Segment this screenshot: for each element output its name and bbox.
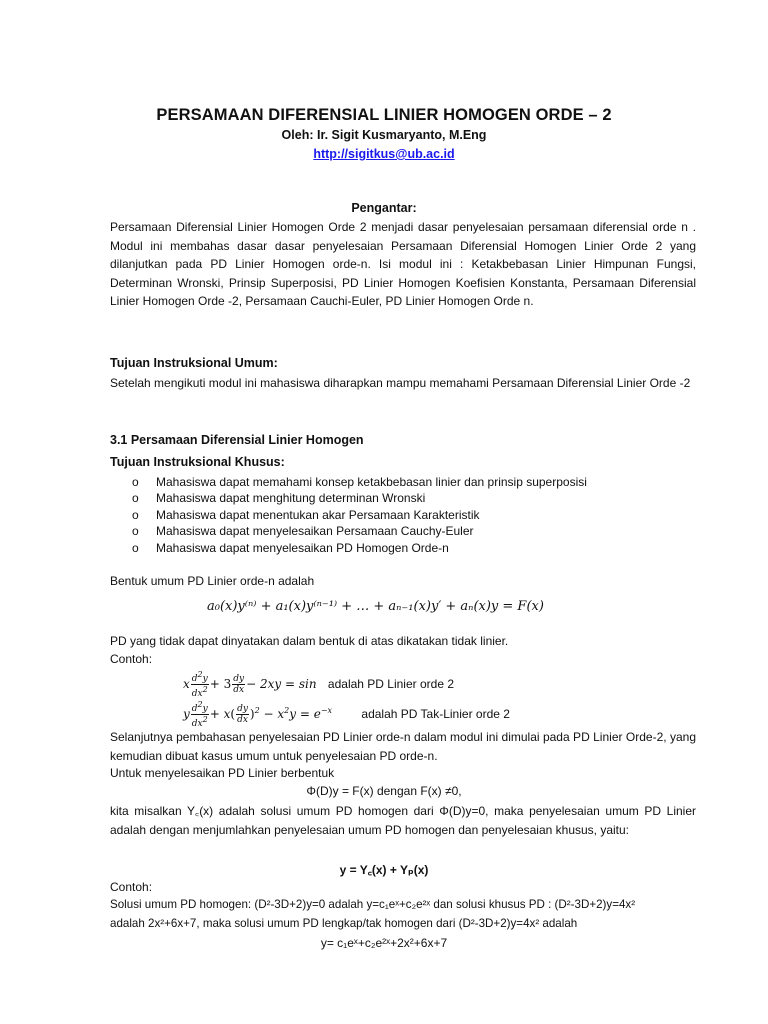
contoh-label-2: Contoh: (110, 880, 153, 894)
bullet-glyph: o (132, 491, 139, 506)
bullet-glyph: o (132, 540, 139, 555)
untuk-text: Untuk menyelesaikan PD Linier berbentuk (110, 766, 335, 780)
contoh-label-1: Contoh: (110, 652, 153, 666)
list-item-text: Mahasiswa dapat memahami konsep ketakbebasan linier dan prinsip superposisi (156, 475, 587, 489)
pengantar-heading: Pengantar: (351, 201, 417, 215)
phi-equation: Φ(D)y = F(x) dengan F(x) ≠0, (306, 784, 462, 798)
pengantar-text: Persamaan Diferensial Linier Homogen Orde 2 menjadi dasar penyelesaian persamaan diferensial orde n . Modul ini membahas dasar dasar penyelesaian Persamaan Diferensial Homogen Linier Orde 2 yang dilanjutkan pada PD Linier Homogen orde-n. Isi modul ini : Ketakbebasan Linier Himpunan Fungsi, Determinan Wronski, Prinsip Superposisi, PD Linier Homogen Koefisien Konstanta, Persamaan Diferensial Linier Homogen Orde -2, Persamaan Cauchi-Euler, PD Linier Homogen Orde n. (110, 220, 696, 309)
y-equation: y = Y꜀(x) + Yₚ(x) (339, 863, 429, 877)
example-nonlinear-formula: y $\frac{d^2y}{dx^2}$ + x( $\frac{dy}{dx}$ )$^2 - x^2y = e^{-x}$ (183, 700, 333, 729)
list-item-text: Mahasiswa dapat menyelesaikan PD Homogen Orde-n (156, 540, 449, 555)
author-link-line (0, 147, 768, 161)
author-line: Oleh: Ir. Sigit Kusmaryanto, M.Eng (281, 128, 487, 142)
author-link[interactable]: http://sigitkus@ub.ac.id (313, 147, 455, 161)
tidak-linier-text: PD yang tidak dapat dinyatakan dalam bentuk di atas dikatakan tidak linier. (110, 634, 509, 648)
example-nonlinear-label: adalah PD Tak-Linier orde 2 (361, 707, 510, 721)
bullet-glyph: o (132, 507, 139, 522)
tik-list (110, 474, 587, 556)
tik-heading: Tujuan Instruksional Khusus: (110, 455, 285, 469)
list-item-text: Mahasiswa dapat menghitung determinan Wronski (156, 491, 426, 506)
list-item (110, 507, 587, 523)
document-title: PERSAMAAN DIFERENSIAL LINIER HOMOGEN ORDE – 2 (156, 106, 612, 124)
kita-text: kita misalkan Y꜀(x) adalah solusi umum PD homogen dari Φ(D)y=0, maka penyelesaian umum PD Linier adalah dengan menjumlahkan penyelesaian umum PD homogen dan penyelesaian khusus, yaitu: (110, 804, 696, 837)
solusi-line-1: Solusi umum PD homogen: (D²-3D+2)y=0 adalah y=c₁eˣ+c₂e²ˣ dan solusi khusus PD : (D²-3D+2)y=4x² (110, 898, 636, 911)
example-linear-label: adalah PD Linier orde 2 (327, 677, 455, 691)
final-equation: y= c₁eˣ+c₂e²ˣ+2x²+6x+7 (320, 936, 448, 950)
example-linear-formula: x $\frac{d^2y}{dx^2}$ + 3 $\frac{dy}{dx}$ − 2xy = sin (183, 670, 317, 699)
tiu-heading: Tujuan Instruksional Umum: (110, 356, 278, 370)
bullet-glyph: o (132, 475, 139, 489)
list-item (110, 474, 587, 490)
list-item (110, 523, 587, 539)
bentuk-umum-text: Bentuk umum PD Linier orde-n adalah (110, 574, 315, 588)
list-item (110, 540, 587, 556)
list-item-text: Mahasiswa dapat menyelesaikan Persamaan Cauchy-Euler (156, 524, 474, 539)
list-item (110, 490, 587, 506)
solusi-line-2: adalah 2x²+6x+7, maka solusi umum PD lengkap/tak homogen dari (D²-3D+2)y=4x² adalah (110, 917, 578, 930)
general-equation: a₀(x)y⁽ⁿ⁾ + a₁(x)y⁽ⁿ⁻¹⁾ + … + aₙ₋₁(x)y′ + aₙ(x)y = F(x) (207, 599, 544, 614)
bullet-glyph: o (132, 524, 139, 539)
tiu-text: Setelah mengikuti modul ini mahasiswa diharapkan mampu memahami Persamaan Diferensial Linier Orde -2 (110, 376, 691, 390)
example-nonlinear (183, 700, 510, 729)
section-heading: 3.1 Persamaan Diferensial Linier Homogen (110, 433, 364, 447)
selanjutnya-text: Selanjutnya pembahasan penyelesaian PD Linier orde-n dalam modul ini dimulai pada PD Linier Orde-2, yang kemudian dibuat kasus umum untuk penyelesaian PD orde-n. (110, 730, 696, 763)
list-item-text: Mahasiswa dapat menentukan akar Persamaan Karakteristik (156, 507, 480, 522)
example-linear (183, 670, 454, 699)
